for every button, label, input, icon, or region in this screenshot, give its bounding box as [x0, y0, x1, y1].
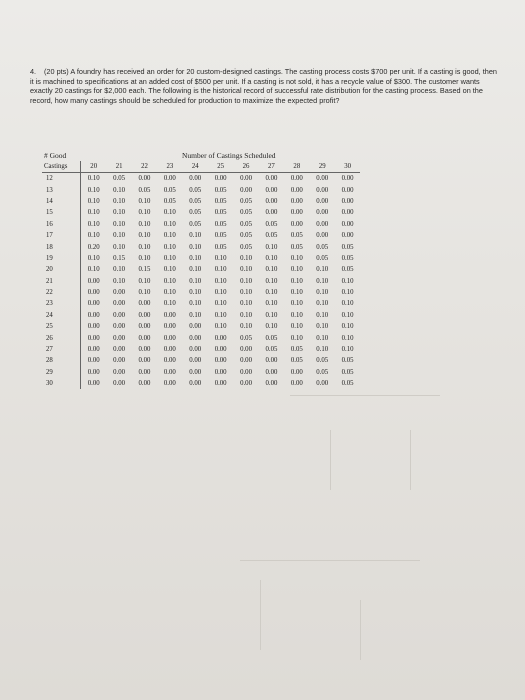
probability-cell: 0.00 — [316, 197, 329, 205]
probability-cell: 0.10 — [113, 220, 126, 228]
probability-cell: 0.00 — [214, 334, 227, 342]
probability-cell: 0.00 — [240, 380, 252, 388]
probability-cell: 0.10 — [87, 197, 100, 205]
probability-cell: 0.00 — [138, 175, 151, 183]
probability-cell: 0.05 — [138, 186, 151, 194]
probability-cell: 0.00 — [113, 323, 126, 331]
probability-cell: 0.05 — [290, 346, 303, 354]
probability-cell: 0.10 — [87, 220, 100, 228]
probability-cell: 0.05 — [265, 220, 278, 228]
probability-cell: 0.00 — [265, 368, 278, 376]
probability-cell: 0.10 — [214, 323, 227, 331]
probability-cell: 0.10 — [265, 266, 278, 274]
probability-cell: 0.05 — [113, 175, 126, 183]
table-row — [42, 321, 360, 332]
probability-cell: 0.05 — [214, 243, 227, 251]
probability-cell: 0.00 — [138, 346, 151, 354]
row-label: 12 — [42, 173, 81, 185]
probability-cell: 0.00 — [163, 380, 176, 388]
probability-cell: 0.00 — [138, 357, 151, 365]
row-label: 19 — [42, 253, 81, 264]
probability-cell: 0.00 — [189, 323, 202, 331]
probability-cell: 0.00 — [189, 380, 202, 388]
probability-cell: 0.00 — [316, 380, 329, 388]
probability-cell: 0.10 — [87, 232, 100, 240]
probability-cell: 0.10 — [113, 243, 126, 251]
probability-cell: 0.00 — [290, 380, 303, 388]
probability-cell: 0.00 — [163, 311, 176, 319]
probability-cell: 0.10 — [290, 311, 303, 319]
row-label: 24 — [42, 310, 81, 321]
table-row — [42, 378, 360, 389]
probability-cell: 0.00 — [163, 334, 176, 342]
castings-header: Castings — [42, 161, 81, 173]
row-label: 15 — [42, 207, 81, 218]
probability-cell: 0.10 — [163, 243, 176, 251]
probability-cell: 0.10 — [240, 289, 252, 297]
probability-cell: 0.00 — [113, 300, 126, 308]
probability-cell: 0.00 — [290, 368, 303, 376]
probability-cell: 0.10 — [290, 266, 303, 274]
probability-cell: 0.05 — [189, 186, 202, 194]
probability-cell: 0.05 — [316, 368, 329, 376]
probability-cell: 0.00 — [265, 209, 278, 217]
probability-cell: 0.10 — [316, 300, 329, 308]
probability-cell: 0.00 — [113, 368, 126, 376]
probability-cell: 0.00 — [87, 346, 100, 354]
probability-cell: 0.10 — [290, 323, 303, 331]
probability-cell: 0.00 — [290, 197, 303, 205]
probability-cell: 0.10 — [290, 334, 303, 342]
table-row — [42, 230, 360, 241]
probability-cell: 0.10 — [189, 277, 202, 285]
probability-cell: 0.00 — [163, 175, 176, 183]
probability-cell: 0.05 — [214, 186, 227, 194]
row-label: 20 — [42, 264, 81, 275]
probability-cell: 0.00 — [87, 334, 100, 342]
table-row — [42, 332, 360, 343]
column-header-20: 20 — [81, 161, 107, 173]
probability-cell: 0.10 — [87, 186, 100, 194]
probability-cell: 0.10 — [87, 175, 100, 183]
probability-cell: 0.00 — [189, 346, 202, 354]
table-caption-row — [42, 150, 372, 161]
probability-cell: 0.00 — [113, 357, 126, 365]
probability-cell: 0.05 — [316, 243, 329, 251]
probability-cell: 0.00 — [138, 311, 151, 319]
probability-cell: 0.00 — [87, 380, 100, 388]
table-row — [42, 264, 360, 275]
probability-cell: 0.05 — [189, 209, 202, 217]
row-label: 29 — [42, 367, 81, 378]
probability-cell: 0.05 — [316, 254, 329, 262]
probability-cell: 0.00 — [316, 220, 329, 228]
probability-cell: 0.00 — [265, 197, 278, 205]
probability-cell: 0.05 — [163, 197, 176, 205]
probability-cell: 0.00 — [214, 368, 227, 376]
probability-cell: 0.00 — [265, 186, 278, 194]
probability-cell: 0.10 — [240, 277, 252, 285]
probability-cell: 0.05 — [240, 220, 252, 228]
column-header-25: 25 — [208, 161, 233, 173]
table-row — [42, 207, 360, 218]
bleed-through-mark — [290, 395, 440, 396]
probability-cell: 0.10 — [138, 243, 151, 251]
probability-cell: 0.10 — [163, 289, 176, 297]
column-header-23: 23 — [157, 161, 182, 173]
table-row — [42, 219, 360, 230]
probability-cell: 0.10 — [290, 289, 303, 297]
probability-cell: 0.10 — [113, 266, 126, 274]
table-row — [42, 276, 360, 287]
probability-cell: 0.00 — [240, 346, 252, 354]
probability-cell: 0.10 — [214, 311, 227, 319]
probability-cell: 0.10 — [189, 232, 202, 240]
probability-cell: 0.05 — [265, 346, 278, 354]
probability-cell: 0.10 — [163, 209, 176, 217]
probability-cell: 0.10 — [113, 197, 126, 205]
probability-cell: 0.00 — [87, 277, 100, 285]
column-header-26: 26 — [233, 161, 258, 173]
probability-cell: 0.00 — [163, 357, 176, 365]
probability-cell: 0.00 — [341, 220, 354, 228]
probability-cell: 0.00 — [113, 334, 126, 342]
probability-cell: 0.00 — [341, 186, 354, 194]
table-row — [42, 298, 360, 309]
probability-cell: 0.05 — [341, 254, 354, 262]
row-label: 30 — [42, 378, 81, 389]
row-label: 23 — [42, 298, 81, 309]
probability-cell: 0.00 — [214, 357, 227, 365]
probability-cell: 0.10 — [265, 323, 278, 331]
probability-cell: 0.10 — [290, 277, 303, 285]
probability-cell: 0.00 — [265, 175, 278, 183]
probability-cell: 0.05 — [265, 334, 278, 342]
probability-cell: 0.10 — [138, 220, 151, 228]
probability-cell: 0.00 — [265, 357, 278, 365]
probability-cell: 0.10 — [214, 254, 227, 262]
probability-cell: 0.10 — [265, 254, 278, 262]
probability-cell: 0.10 — [316, 346, 329, 354]
table-body — [42, 173, 360, 390]
probability-cell: 0.15 — [138, 266, 151, 274]
probability-cell: 0.00 — [113, 346, 126, 354]
probability-cell: 0.10 — [214, 266, 227, 274]
probability-cell: 0.00 — [341, 175, 354, 183]
row-label: 22 — [42, 287, 81, 298]
probability-cell: 0.05 — [189, 220, 202, 228]
probability-cell: 0.00 — [87, 368, 100, 376]
probability-cell: 0.00 — [265, 380, 278, 388]
probability-cell: 0.00 — [316, 232, 329, 240]
probability-cell: 0.00 — [316, 209, 329, 217]
probability-cell: 0.00 — [316, 186, 329, 194]
probability-cell: 0.10 — [163, 220, 176, 228]
bleed-through-mark — [260, 580, 261, 650]
probability-cell: 0.00 — [240, 368, 252, 376]
probability-cell: 0.00 — [87, 300, 100, 308]
probability-cell: 0.10 — [265, 300, 278, 308]
probability-cell: 0.10 — [341, 346, 354, 354]
probability-cell: 0.05 — [341, 380, 354, 388]
probability-cell: 0.10 — [240, 266, 252, 274]
probability-cell: 0.00 — [163, 323, 176, 331]
probability-cell: 0.05 — [240, 197, 252, 205]
row-label: 18 — [42, 241, 81, 252]
probability-cell: 0.10 — [138, 197, 151, 205]
probability-cell: 0.05 — [265, 232, 278, 240]
probability-cell: 0.10 — [341, 277, 354, 285]
table-row — [42, 173, 360, 185]
probability-cell: 0.00 — [214, 380, 227, 388]
probability-cell: 0.00 — [189, 357, 202, 365]
probability-cell: 0.10 — [316, 323, 329, 331]
probability-cell: 0.10 — [113, 186, 126, 194]
probability-cell: 0.00 — [113, 311, 126, 319]
probability-cell: 0.00 — [240, 186, 252, 194]
probability-cell: 0.05 — [240, 232, 252, 240]
probability-cell: 0.10 — [316, 277, 329, 285]
probability-cell: 0.10 — [316, 334, 329, 342]
probability-cell: 0.00 — [316, 175, 329, 183]
probability-cell: 0.10 — [290, 254, 303, 262]
table-row — [42, 310, 360, 321]
probability-cell: 0.10 — [341, 334, 354, 342]
probability-cell: 0.15 — [113, 254, 126, 262]
probability-cell: 0.10 — [138, 254, 151, 262]
table-row — [42, 241, 360, 252]
probability-cell: 0.00 — [341, 197, 354, 205]
probability-cell: 0.00 — [189, 334, 202, 342]
success-rate-table — [42, 150, 372, 389]
row-label: 21 — [42, 276, 81, 287]
problem-statement — [30, 67, 500, 105]
probability-cell: 0.10 — [138, 277, 151, 285]
distribution-table — [42, 161, 360, 389]
probability-cell: 0.10 — [316, 266, 329, 274]
column-header-28: 28 — [284, 161, 309, 173]
bleed-through-mark — [410, 430, 411, 490]
probability-cell: 0.05 — [214, 232, 227, 240]
probability-cell: 0.00 — [341, 232, 354, 240]
probability-cell: 0.00 — [87, 357, 100, 365]
probability-cell: 0.10 — [189, 254, 202, 262]
probability-cell: 0.10 — [189, 266, 202, 274]
row-label: 25 — [42, 321, 81, 332]
probability-cell: 0.00 — [290, 209, 303, 217]
probability-cell: 0.10 — [341, 323, 354, 331]
probability-cell: 0.05 — [290, 357, 303, 365]
column-header-29: 29 — [310, 161, 335, 173]
probability-cell: 0.05 — [189, 197, 202, 205]
problem-text: (20 pts) A foundry has received an order for 20 custom-designed castings. The casting process costs $700 per unit. If a casting is good, then it is machined to specifications at an added cost of $500 per unit. If a casting is not sold, it has a recycle value of $300. The customer wants exactly 20 castings for $2,000 each. The following is the historical record of successful rate distribution for the casting process. Based on the record, how many castings should be scheduled for production to maximize the expected profit? — [30, 67, 497, 105]
table-row — [42, 184, 360, 195]
probability-cell: 0.05 — [290, 243, 303, 251]
column-header-row — [42, 161, 360, 173]
table-row — [42, 287, 360, 298]
probability-cell: 0.10 — [265, 277, 278, 285]
probability-cell: 0.10 — [214, 289, 227, 297]
probability-cell: 0.05 — [214, 209, 227, 217]
probability-cell: 0.10 — [189, 289, 202, 297]
probability-cell: 0.05 — [341, 357, 354, 365]
probability-cell: 0.00 — [138, 323, 151, 331]
probability-cell: 0.00 — [290, 220, 303, 228]
table-row — [42, 367, 360, 378]
probability-cell: 0.10 — [138, 289, 151, 297]
column-header-30: 30 — [335, 161, 360, 173]
probability-cell: 0.10 — [138, 232, 151, 240]
probability-cell: 0.00 — [290, 175, 303, 183]
row-label: 27 — [42, 344, 81, 355]
probability-cell: 0.05 — [240, 334, 252, 342]
row-label: 16 — [42, 219, 81, 230]
probability-cell: 0.10 — [240, 311, 252, 319]
probability-cell: 0.10 — [240, 300, 252, 308]
probability-cell: 0.05 — [240, 209, 252, 217]
probability-cell: 0.00 — [113, 289, 126, 297]
table-row — [42, 355, 360, 366]
probability-cell: 0.10 — [163, 232, 176, 240]
probability-cell: 0.20 — [87, 243, 100, 251]
probability-cell: 0.10 — [316, 289, 329, 297]
probability-cell: 0.10 — [265, 311, 278, 319]
probability-cell: 0.10 — [138, 209, 151, 217]
probability-cell: 0.10 — [113, 209, 126, 217]
probability-cell: 0.10 — [341, 311, 354, 319]
probability-cell: 0.00 — [138, 380, 151, 388]
row-label: 13 — [42, 184, 81, 195]
table-row — [42, 253, 360, 264]
column-header-24: 24 — [183, 161, 208, 173]
probability-cell: 0.05 — [214, 197, 227, 205]
probability-cell: 0.10 — [163, 254, 176, 262]
bleed-through-mark — [240, 560, 420, 561]
probability-cell: 0.10 — [113, 277, 126, 285]
probability-cell: 0.00 — [163, 368, 176, 376]
bleed-through-mark — [360, 600, 361, 660]
probability-cell: 0.10 — [214, 300, 227, 308]
probability-cell: 0.05 — [341, 368, 354, 376]
bleed-through-mark — [330, 430, 331, 490]
probability-cell: 0.10 — [265, 243, 278, 251]
probability-cell: 0.10 — [163, 300, 176, 308]
probability-cell: 0.00 — [87, 323, 100, 331]
probability-cell: 0.10 — [341, 300, 354, 308]
probability-cell: 0.00 — [189, 175, 202, 183]
probability-cell: 0.00 — [138, 334, 151, 342]
row-label: 17 — [42, 230, 81, 241]
probability-cell: 0.10 — [87, 209, 100, 217]
probability-cell: 0.05 — [290, 232, 303, 240]
probability-cell: 0.00 — [341, 209, 354, 217]
probability-cell: 0.10 — [240, 254, 252, 262]
probability-cell: 0.00 — [113, 380, 126, 388]
probability-cell: 0.10 — [87, 266, 100, 274]
column-header-27: 27 — [259, 161, 284, 173]
column-header-21: 21 — [106, 161, 131, 173]
probability-cell: 0.00 — [240, 357, 252, 365]
probability-cell: 0.10 — [316, 311, 329, 319]
problem-number: 4. — [30, 67, 37, 76]
good-label: # Good — [44, 151, 67, 160]
probability-cell: 0.00 — [189, 368, 202, 376]
probability-cell: 0.00 — [214, 346, 227, 354]
probability-cell: 0.05 — [163, 186, 176, 194]
probability-cell: 0.00 — [290, 186, 303, 194]
probability-cell: 0.00 — [138, 368, 151, 376]
probability-cell: 0.10 — [113, 232, 126, 240]
probability-cell: 0.10 — [87, 254, 100, 262]
column-header-22: 22 — [132, 161, 157, 173]
table-row — [42, 344, 360, 355]
probability-cell: 0.05 — [240, 243, 252, 251]
probability-cell: 0.10 — [163, 277, 176, 285]
probability-cell: 0.10 — [290, 300, 303, 308]
probability-cell: 0.05 — [214, 220, 227, 228]
probability-cell: 0.10 — [189, 243, 202, 251]
probability-cell: 0.00 — [163, 346, 176, 354]
probability-cell: 0.00 — [214, 175, 227, 183]
scheduled-label: Number of Castings Scheduled — [182, 151, 276, 160]
probability-cell: 0.10 — [189, 300, 202, 308]
row-label: 26 — [42, 332, 81, 343]
probability-cell: 0.10 — [240, 323, 252, 331]
probability-cell: 0.10 — [163, 266, 176, 274]
probability-cell: 0.10 — [341, 289, 354, 297]
row-label: 28 — [42, 355, 81, 366]
probability-cell: 0.05 — [316, 357, 329, 365]
probability-cell: 0.05 — [341, 266, 354, 274]
row-label: 14 — [42, 196, 81, 207]
probability-cell: 0.00 — [138, 300, 151, 308]
probability-cell: 0.10 — [265, 289, 278, 297]
probability-cell: 0.00 — [240, 175, 252, 183]
probability-cell: 0.05 — [341, 243, 354, 251]
probability-cell: 0.00 — [87, 311, 100, 319]
probability-cell: 0.00 — [87, 289, 100, 297]
probability-cell: 0.10 — [189, 311, 202, 319]
probability-cell: 0.10 — [214, 277, 227, 285]
table-row — [42, 196, 360, 207]
